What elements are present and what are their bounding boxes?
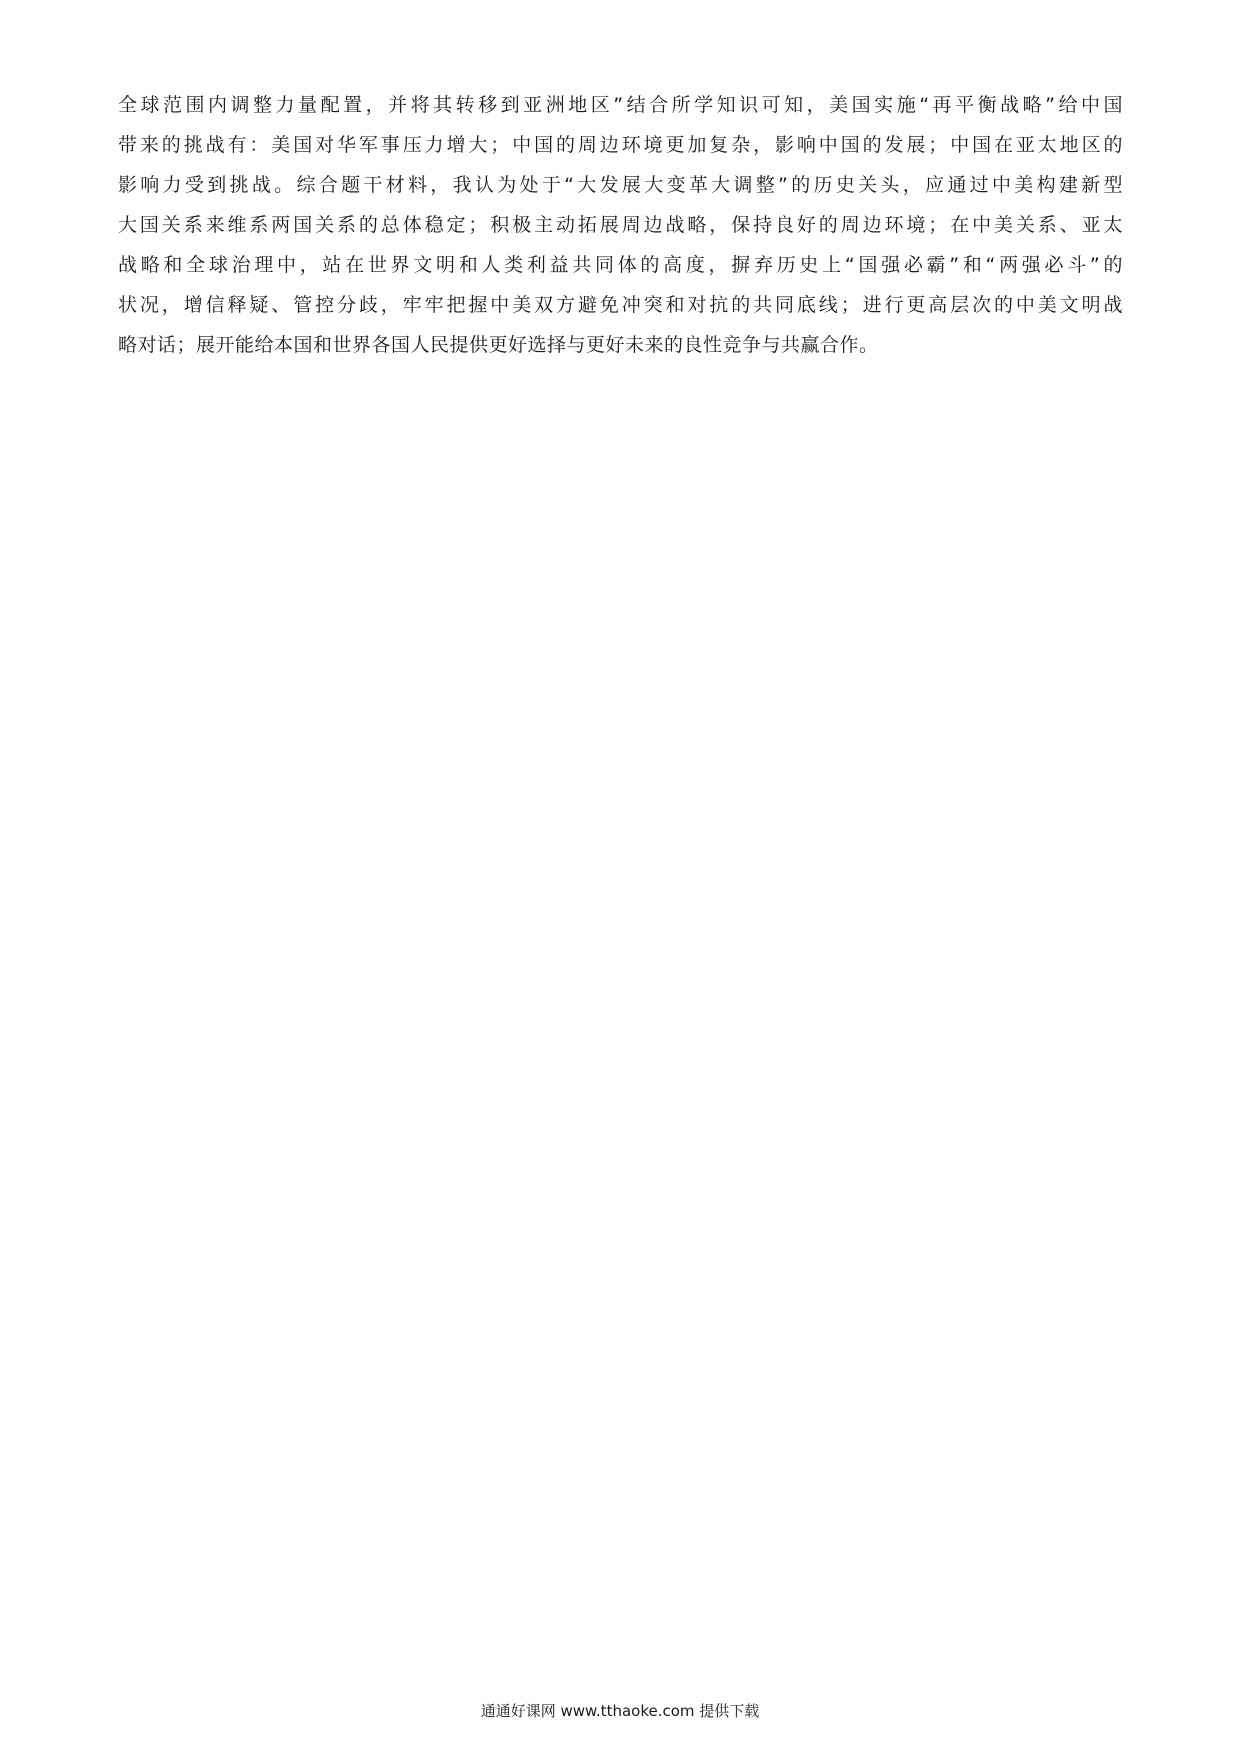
paragraph-line-2: 带来的挑战有：美国对华军事压力增大；中国的周边环境更加复杂，影响中国的发展；中国在亚太地区的 xyxy=(118,134,1123,156)
answer-paragraph xyxy=(118,85,1123,365)
paragraph-line-7: 略对话；展开能给本国和世界各国人民提供更好选择与更好未来的良性竞争与共赢合作。 xyxy=(118,334,879,356)
paragraph-line-3: 影响力受到挑战。综合题干材料，我认为处于“大发展大变革大调整”的历史关头，应通过中美构建新型 xyxy=(118,174,1123,196)
paragraph-line-5: 战略和全球治理中，站在世界文明和人类利益共同体的高度，摒弃历史上“国强必霸”和“两强必斗”的 xyxy=(118,254,1123,276)
paragraph-line-1: 全球范围内调整力量配置，并将其转移到亚洲地区”结合所学知识可知，美国实施“再平衡战略”给中国 xyxy=(118,94,1123,116)
paragraph-line-4: 大国关系来维系两国关系的总体稳定；积极主动拓展周边战略，保持良好的周边环境；在中美关系、亚太 xyxy=(118,214,1123,236)
paragraph-line-6: 状况，增信释疑、管控分歧，牢牢把握中美双方避免冲突和对抗的共同底线；进行更高层次的中美文明战 xyxy=(118,294,1123,316)
page-footer: 通通好课网 www.tthaoke.com 提供下载 xyxy=(480,1702,760,1720)
